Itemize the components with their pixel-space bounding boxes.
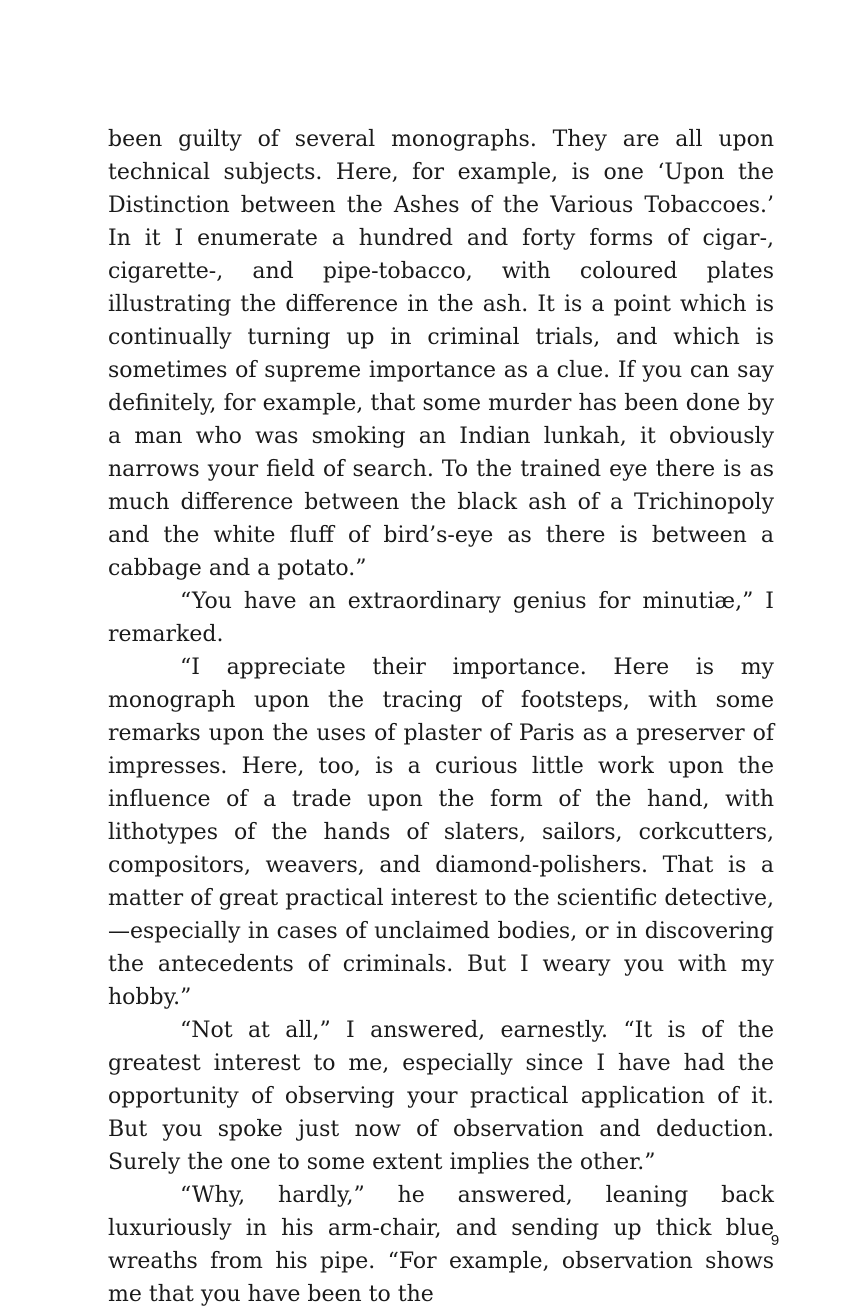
page-number: 9 xyxy=(770,1232,780,1249)
paragraph: “Why, hardly,” he answered, leaning back luxuriously in his arm-chair, and sending up thick blue wreaths from his pipe. “For example, observation shows me that you have been to the xyxy=(108,1183,774,1307)
page-body xyxy=(108,123,774,1311)
paragraph: “Not at all,” I answered, earnestly. “It is of the greatest interest to me, especially since I have had the opportunity of observing your practical application of it. But you spoke just now of observation and deduction. Surely the one to some extent implies the other.” xyxy=(108,1018,774,1175)
paragraph: “I appreciate their importance. Here is my monograph upon the tracing of footsteps, with some remarks upon the uses of plaster of Paris as a preserver of impresses. Here, too, is a curious little work upon the influence of a trade upon the form of the hand, with lithotypes of the hands of slaters, sailors, corkcutters, compositors, weavers, and diamond-polishers. That is a matter of great practical interest to the scientific detective,—especially in cases of unclaimed bodies, or in discovering the antecedents of criminals. But I weary you with my hobby.” xyxy=(108,655,774,1010)
paragraph: been guilty of several monographs. They are all upon technical subjects. Here, for example, is one ‘Upon the Distinction between the Ashes of the Various Tobaccoes.’ In it I enumerate a hundred and forty forms of cigar-, cigarette-, and pipe-tobacco, with coloured plates illustrating the difference in the ash. It is a point which is continually turning up in criminal trials, and which is sometimes of supreme importance as a clue. If you can say definitely, for example, that some murder has been done by a man who was smoking an Indian lunkah, it obviously narrows your field of search. To the trained eye there is as much difference between the black ash of a Trichinopoly and the white fluff of bird’s-eye as there is between a cabbage and a potato.” xyxy=(108,127,774,581)
paragraph: “You have an extraordinary genius for minutiæ,” I remarked. xyxy=(108,589,774,647)
